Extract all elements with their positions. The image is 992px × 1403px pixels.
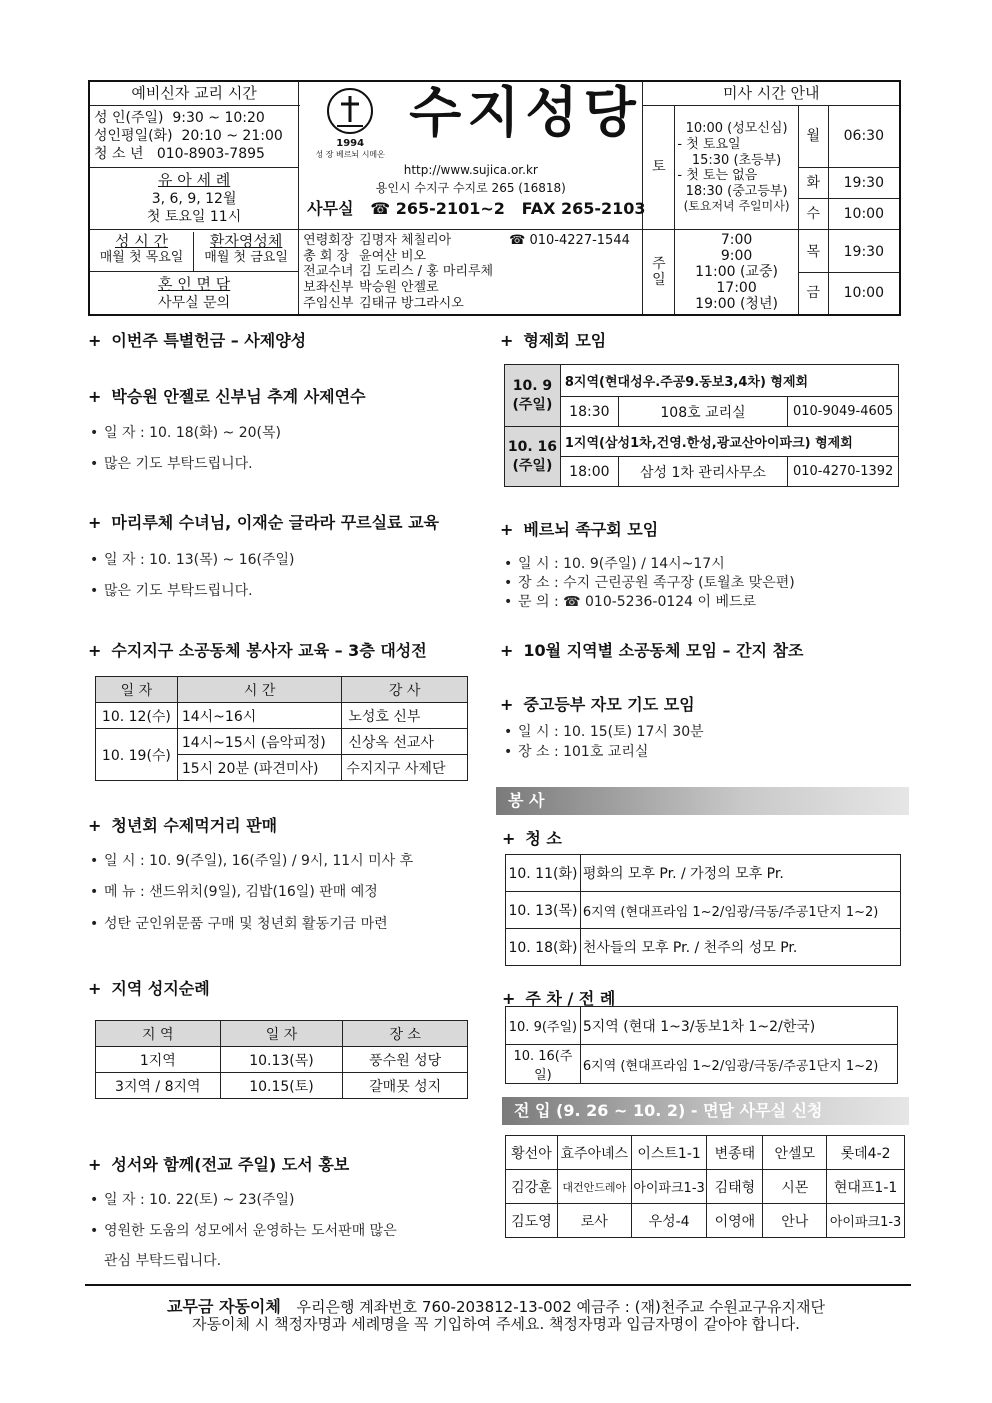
table-cell: 15시 20분 (파견미사): [177, 755, 342, 781]
brotherhood-table: [504, 364, 899, 487]
table-cell: 10. 19(수): [96, 729, 178, 781]
website-link[interactable]: http://www.sujica.or.kr: [403, 163, 538, 177]
table-cell: 롯데4-2: [827, 1136, 905, 1170]
bullet-text: 장 소 : 101호 교리실: [518, 744, 649, 760]
weekday-wed-time: 10:00: [843, 206, 884, 223]
table-cell: 18:00: [560, 457, 618, 487]
weekday-fri: 금: [806, 284, 820, 301]
table-cell: 10. 13(목): [506, 892, 581, 929]
table-header: 장 소: [343, 1021, 468, 1047]
section-youth-food-sale: + 청년회 수제먹거리 판매: [88, 816, 278, 835]
section-title: 10월 지역별 소공동체 모임 – 간지 참조: [523, 641, 804, 660]
marriage-contact: 사무실 문의: [158, 294, 231, 311]
table-cell: 10. 16(주일): [506, 1045, 581, 1084]
bullet-text: 성탄 군인위문품 구매 및 청년회 활동기금 마련: [104, 916, 388, 932]
day: (주일): [512, 457, 553, 474]
bullet-text: 문 의 : ☎ 010-5236-0124 이 베드로: [518, 594, 757, 610]
sick-communion-title: 환자영성체: [209, 231, 283, 250]
section-title: 수지지구 소공동체 봉사자 교육 – 3층 대성전: [111, 641, 427, 660]
staff-role: 전교수녀: [303, 264, 354, 280]
table-cell: 아이파크1-3: [631, 1170, 707, 1204]
office-phone: ☎ 265-2101~2: [370, 199, 505, 218]
weekday-thu-fri-times: [828, 230, 900, 315]
table-cell: 10. 18(화): [506, 929, 581, 966]
footer-divider: [85, 1284, 911, 1286]
date: 10. 16: [507, 439, 558, 456]
table-cell: 1지역: [96, 1047, 221, 1073]
bullet-item: • 일 시 : 10. 15(토) 17시 30분: [504, 724, 704, 740]
table-cell: 10. 9(주일): [506, 1007, 581, 1045]
bullet-item: • 일 자 : 10. 22(토) ~ 23(주일): [90, 1192, 295, 1208]
service-bar: 봉 사: [496, 787, 909, 815]
table-cell: 풍수원 성당: [343, 1047, 468, 1073]
sun-time: 7:00: [720, 231, 753, 248]
address: 용인시 수지구 수지로 265 (16818): [375, 181, 566, 195]
bullet-item: • 장 소 : 수지 근린공원 족구장 (토월초 맞은편): [504, 575, 795, 591]
table-cell: 18:30: [560, 397, 618, 427]
sun-time: 19:00 (청년): [695, 296, 778, 313]
weekday-tue-wed-times: [828, 168, 900, 230]
section-title: 성서와 함께(전교 주일) 도서 홍보: [111, 1155, 350, 1174]
table-cell: 대건안드레아: [557, 1170, 631, 1204]
sun-time: 11:00 (교중): [695, 264, 778, 281]
office-label: 사무실: [307, 199, 354, 218]
table-cell: 효주아녜스: [557, 1136, 631, 1170]
staff-name: 윤여산 비오: [359, 248, 427, 264]
footer-line-2: 자동이체 시 책정자명과 세례명을 꼭 기입하여 주세요. 책정자명과 입금자명이 같아야 합니다.: [192, 1315, 800, 1333]
weekday-tue-wed: [798, 168, 828, 230]
table-cell: 황선아: [506, 1136, 558, 1170]
table-cell: 시몬: [763, 1170, 827, 1204]
section-title: 박승원 안젤로 신부님 추계 사제연수: [111, 387, 366, 406]
training-table: [95, 676, 468, 781]
sat-note: - 첫 토요일: [677, 136, 741, 152]
pilgrimage-table: [95, 1020, 468, 1099]
section-title: 청년회 수제먹거리 판매: [111, 816, 278, 835]
youth-label: 청 소 년: [94, 146, 144, 163]
bullet-item: • 일 자 : 10. 13(목) ~ 16(주일): [90, 552, 295, 568]
table-header: 강 사: [342, 677, 468, 703]
weekday-wed: 수: [806, 206, 820, 223]
sat-time: 10:00 (성모신심): [685, 121, 788, 137]
section-title: 중고등부 자모 기도 모임: [523, 695, 695, 714]
sat-note: - 첫 토는 없음: [677, 168, 758, 184]
bullet-item: • 많은 기도 부탁드립니다.: [90, 583, 253, 599]
table-cell: 로사: [557, 1204, 631, 1238]
sunday-times: [675, 230, 798, 315]
table-cell: 10. 12(수): [96, 703, 178, 729]
section-title: 형제회 모임: [523, 331, 607, 350]
section-special-collection: + 이번주 특별헌금 – 사제양성: [88, 331, 307, 350]
date: 10. 9: [512, 378, 553, 395]
staff-role: 주임신부: [303, 295, 354, 311]
section-title: 청 소: [525, 829, 562, 848]
weekday-thu-fri: [798, 230, 828, 315]
table-cell: 108호 교리실: [618, 397, 787, 427]
marriage-title: 혼 인 면 담: [157, 274, 231, 293]
table-cell: 10.15(토): [220, 1073, 343, 1099]
table-cell: 안나: [763, 1204, 827, 1238]
table-cell: 10.13(목): [220, 1047, 343, 1073]
bullet-text: 많은 기도 부탁드립니다.: [104, 456, 253, 472]
bullet-text: 메 뉴 : 샌드위치(9일), 김밥(16일) 판매 예정: [104, 884, 378, 900]
adult-wed-label: 성인평일(화): [94, 128, 173, 145]
adult-time: 9:30 ~ 10:20: [172, 110, 265, 127]
table-header: 일 자: [96, 677, 178, 703]
weekday-tue: 화: [799, 168, 828, 199]
sun-time: 17:00: [716, 280, 757, 297]
saturday-times: [675, 105, 798, 230]
bullet-continuation: 관심 부탁드립니다.: [104, 1253, 222, 1269]
section-cursillo: + 마리루체 수녀님, 이재순 글라라 꾸르실료 교육: [88, 513, 440, 532]
brotherhood-title: 1지역(삼성1차,건영.한성,광교산아이파크) 형제회: [560, 427, 898, 457]
table-cell: 6지역 (현대프라임 1~2/임광/극동/주공1단지 1~2): [580, 892, 900, 929]
table-cell: 이영애: [707, 1204, 763, 1238]
catechism-times: [89, 105, 299, 167]
table-cell: 현대프1-1: [827, 1170, 905, 1204]
bullet-text: 일 자 : 10. 22(토) ~ 23(주일): [104, 1192, 295, 1208]
table-cell: 안셀모: [763, 1136, 827, 1170]
bullet-item: • 문 의 : ☎ 010-5236-0124 이 베드로: [504, 594, 757, 610]
bullet-item: • 장 소 : 101호 교리실: [504, 744, 649, 760]
staff-role: 보좌신부: [303, 280, 354, 295]
section-pilgrimage: + 지역 성지순례: [88, 979, 210, 998]
weekday-thu: 목: [799, 231, 828, 273]
table-cell: 14시~16시: [177, 703, 342, 729]
table-cell: 김강훈: [506, 1170, 558, 1204]
youth-phone: 010-8903-7895: [156, 146, 265, 163]
staff-name: 김명자 체칠리아: [359, 233, 452, 249]
brotherhood-title: 8지역(현대성우.주공9.동보3,4차) 형제회: [560, 365, 898, 397]
bullet-text: 일 시 : 10. 9(주일) / 14시~17시: [518, 556, 725, 572]
table-cell: 수지지구 사제단: [342, 755, 468, 781]
table-cell: 010-9049-4605: [788, 397, 899, 427]
footer-account: 우리은행 계좌번호 760-203812-13-002 예금주 : (재)천주교 수원교구유지재단: [296, 1298, 825, 1316]
bullet-text: 일 자 : 10. 13(목) ~ 16(주일): [104, 552, 295, 568]
staff-name: 김 도리스 / 홍 마리루체: [359, 264, 494, 280]
bullet-item: • 메 뉴 : 샌드위치(9일), 김밥(16일) 판매 예정: [90, 884, 378, 900]
bullet-text: 일 자 : 10. 18(화) ~ 20(목): [104, 425, 281, 441]
sat-note: (토요저녁 주일미사): [683, 199, 790, 214]
bullet-text: 장 소 : 수지 근린공원 족구장 (토월초 맞은편): [518, 575, 795, 591]
section-cleaning: + 청 소: [502, 829, 562, 848]
section-title: 이번주 특별헌금 – 사제양성: [111, 331, 307, 350]
table-cell: 6지역 (현대프라임 1~2/임광/극동/주공1단지 1~2): [580, 1045, 897, 1084]
table-cell: 천사들의 모후 Pr. / 천주의 성모 Pr.: [580, 929, 900, 966]
table-cell: 노성호 신부: [342, 703, 468, 729]
mass-title: 미사 시간 안내: [643, 81, 900, 105]
table-cell: 신상옥 선교사: [342, 729, 468, 755]
sat-time: 15:30 (초등부): [691, 152, 782, 168]
staff-name: 김태규 방그라시오: [359, 295, 464, 311]
section-parking: + 주 차 / 전 례: [502, 989, 616, 1008]
holy-hour-title: 성 시 간: [115, 231, 169, 250]
infant-baptism-day: 첫 토요일 11시: [146, 209, 242, 226]
bullet-item: • 많은 기도 부탁드립니다.: [90, 456, 253, 472]
infant-baptism-title: 유 아 세 례: [157, 170, 231, 189]
bullet-item: • 일 시 : 10. 9(주일) / 14시~17시: [504, 556, 725, 572]
office-contact: [307, 200, 645, 218]
weekday-tue-time: 19:30: [829, 168, 899, 199]
brotherhood-date: [505, 427, 561, 487]
table-cell: 갈매못 성지: [343, 1073, 468, 1099]
header-table: [88, 80, 901, 316]
sick-communion-when: 매월 첫 금요일: [204, 250, 288, 266]
table-cell: 아이파크1-3: [827, 1204, 905, 1238]
bullet-text: 일 시 : 10. 15(토) 17시 30분: [518, 724, 704, 740]
infant-baptism-months: 3, 6, 9, 12월: [151, 191, 237, 208]
table-cell: 3지역 / 8지역: [96, 1073, 221, 1099]
parish-logo-cell: [299, 81, 646, 230]
table-cell: 김태형: [707, 1170, 763, 1204]
saturday-label: 토: [643, 105, 675, 230]
adult-wed-time: 20:10 ~ 21:00: [181, 128, 283, 145]
section-brotherhood: + 형제회 모임: [500, 331, 607, 350]
sun-time: 9:00: [720, 248, 753, 265]
cleaning-table: [505, 854, 901, 966]
table-header: 시 간: [177, 677, 342, 703]
footer-label: 교무금 자동이체: [167, 1297, 281, 1316]
logo-caption: 성 장 베르뇌 시메온: [315, 149, 385, 159]
table-cell: 14시~15시 (음악피정): [177, 729, 342, 755]
infant-baptism: [89, 168, 299, 230]
table-cell: 김도영: [506, 1204, 558, 1238]
table-cell: 10. 11(화): [506, 855, 581, 892]
holy-hour-when: 매월 첫 목요일: [99, 250, 184, 266]
adult-label: 성 인(주일): [94, 110, 164, 127]
brotherhood-date: [505, 365, 561, 427]
bullet-item: • 일 자 : 10. 18(화) ~ 20(목): [90, 425, 281, 441]
table-cell: 삼성 1차 관리사무소: [618, 457, 787, 487]
section-mothers-prayer: + 중고등부 자모 기도 모임: [500, 695, 695, 714]
transfer-bar: 전 입 (9. 26 ~ 10. 2) - 면담 사무실 신청: [502, 1097, 909, 1125]
table-cell: 변종태: [707, 1136, 763, 1170]
table-cell: 우성-4: [631, 1204, 707, 1238]
section-title: 베르뇌 족구회 모임: [523, 520, 659, 539]
parish-logo-icon: [327, 88, 373, 134]
section-retreat: + 박승원 안젤로 신부님 추계 사제연수: [88, 387, 366, 406]
weekday-fri-time: 10:00: [843, 284, 884, 301]
sunday-label: 주 일: [643, 230, 675, 315]
bullet-text: 영원한 도움의 성모에서 운영하는 도서판매 많은: [104, 1223, 397, 1239]
section-community-training: + 수지지구 소공동체 봉사자 교육 – 3층 대성전: [88, 641, 427, 660]
table-cell: 평화의 모후 Pr. / 가정의 모후 Pr.: [580, 855, 900, 892]
section-title: 마리루체 수녀님, 이재순 글라라 꾸르실료 교육: [111, 513, 440, 532]
bullet-item: • 영원한 도움의 성모에서 운영하는 도서판매 많은: [90, 1223, 397, 1239]
sat-time: 18:30 (중고등부): [685, 183, 788, 199]
bullet-text: 일 시 : 10. 9(주일), 16(주일) / 9시, 11시 미사 후: [104, 853, 414, 869]
section-title: 주 차 / 전 례: [525, 989, 616, 1008]
day: (주일): [512, 396, 553, 413]
fax-number: FAX 265-2103: [521, 199, 646, 218]
staff-name: 박승원 안젤로: [359, 280, 439, 295]
weekday-thu-time: 19:30: [829, 231, 899, 273]
parish-name: 수지성당: [409, 81, 642, 144]
table-cell: 이스트1-1: [631, 1136, 707, 1170]
staff-phone: ☎ 010-4227-1544: [509, 233, 630, 249]
table-cell: 5지역 (현대 1~3/동보1차 1~2/한국): [580, 1007, 897, 1045]
parking-table: [505, 1006, 898, 1084]
section-footvolley: + 베르뇌 족구회 모임: [500, 520, 659, 539]
catechumen-title: 예비신자 교리 시간: [89, 81, 299, 105]
section-book-promotion: + 성서와 함께(전교 주일) 도서 홍보: [88, 1155, 350, 1174]
weekday-mon: 월: [798, 105, 828, 167]
transfer-table: [505, 1135, 905, 1238]
table-header: 일 자: [220, 1021, 343, 1047]
weekday-mon-time: 06:30: [828, 105, 900, 167]
bullet-text: 많은 기도 부탁드립니다.: [104, 583, 253, 599]
table-header: 지 역: [96, 1021, 221, 1047]
staff-role: 총 회 장: [303, 248, 350, 264]
bullet-item: • 성탄 군인위문품 구매 및 청년회 활동기금 마련: [90, 916, 388, 932]
section-community-meeting: + 10월 지역별 소공동체 모임 – 간지 참조: [500, 641, 804, 660]
staff-list: [299, 230, 643, 315]
staff-role: 연령회장: [303, 233, 354, 249]
logo-year: 1994: [336, 138, 365, 150]
bullet-item: • 일 시 : 10. 9(주일), 16(주일) / 9시, 11시 미사 후: [90, 853, 414, 869]
section-title: 지역 성지순례: [111, 979, 210, 998]
holy-hour-block: [89, 230, 299, 315]
table-cell: 010-4270-1392: [788, 457, 899, 487]
